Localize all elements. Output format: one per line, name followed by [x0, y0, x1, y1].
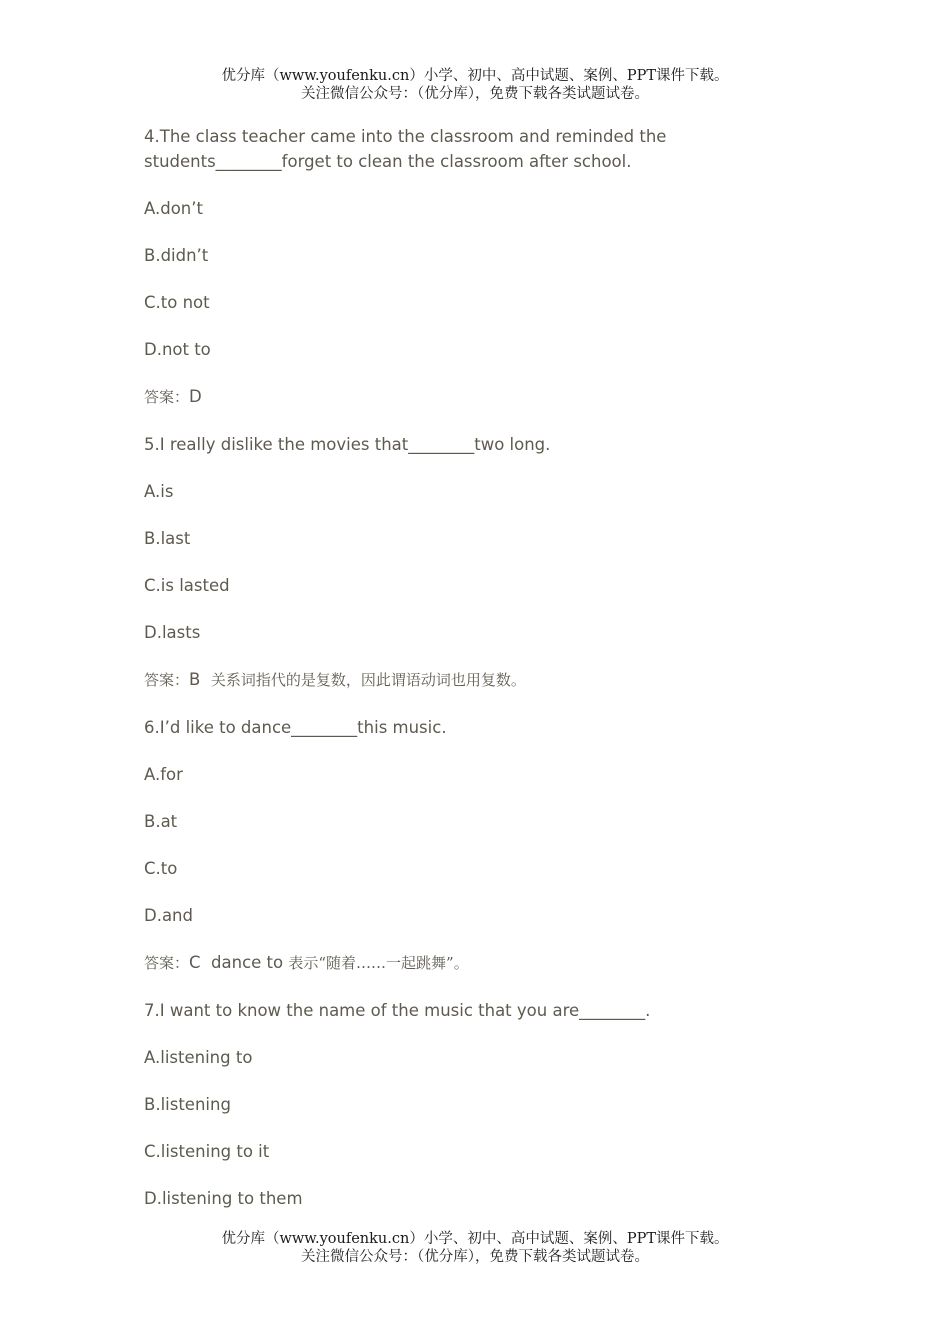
question-5-option-a: A.is — [144, 482, 174, 501]
document-body — [144, 124, 704, 1233]
question-6-option-a: A.for — [144, 765, 183, 784]
question-4-option-d: D.not to — [144, 340, 211, 359]
answer-label: 答案： — [144, 671, 190, 689]
question-4-stem: 4.The class teacher came into the classroom and reminded the students________forget to clean the classroom after school. — [144, 127, 667, 171]
header-line-1: 优分库（www.youfenku.cn）小学、初中、高中试题、案例、PPT课件下载。 — [221, 68, 729, 84]
page-header — [0, 67, 950, 103]
question-7-option-c: C.listening to it — [144, 1142, 270, 1161]
question-6-option-b: B.at — [144, 812, 178, 831]
answer-value: B — [189, 670, 201, 689]
question-6-answer — [144, 950, 704, 976]
question-4-option-b: B.didn’t — [144, 246, 209, 265]
question-5-answer — [144, 667, 704, 693]
footer-line-1: 优分库（www.youfenku.cn）小学、初中、高中试题、案例、PPT课件下载。 — [221, 1231, 729, 1247]
question-5-stem: 5.I really dislike the movies that________two long. — [144, 435, 551, 454]
question-4-option-a: A.don’t — [144, 199, 203, 218]
question-4-option-c: C.to not — [144, 293, 210, 312]
page-footer — [0, 1230, 950, 1266]
answer-explanation: 关系词指代的是复数，因此谓语动词也用复数。 — [210, 671, 526, 689]
answer-label: 答案： — [144, 954, 190, 972]
question-7-option-b: B.listening — [144, 1095, 231, 1114]
answer-value: C — [189, 953, 201, 972]
question-6-option-d: D.and — [144, 906, 193, 925]
question-7-option-a: A.listening to — [144, 1048, 253, 1067]
question-5-option-c: C.is lasted — [144, 576, 230, 595]
answer-label: 答案： — [144, 388, 190, 406]
question-7-stem: 7.I want to know the name of the music that you are________. — [144, 1001, 651, 1020]
footer-line-2: 关注微信公众号：（优分库），免费下载各类试题试卷。 — [301, 1249, 649, 1265]
answer-value: D — [189, 387, 202, 406]
answer-explanation-en: dance to — [211, 953, 284, 972]
question-4-answer — [144, 384, 704, 410]
answer-explanation: 表示“随着……一起跳舞”。 — [288, 954, 469, 972]
question-6-stem: 6.I’d like to dance________this music. — [144, 718, 447, 737]
question-6-option-c: C.to — [144, 859, 178, 878]
question-5-option-b: B.last — [144, 529, 191, 548]
question-7-option-d: D.listening to them — [144, 1189, 303, 1208]
question-5-option-d: D.lasts — [144, 623, 201, 642]
header-line-2: 关注微信公众号：（优分库），免费下载各类试题试卷。 — [301, 86, 649, 102]
